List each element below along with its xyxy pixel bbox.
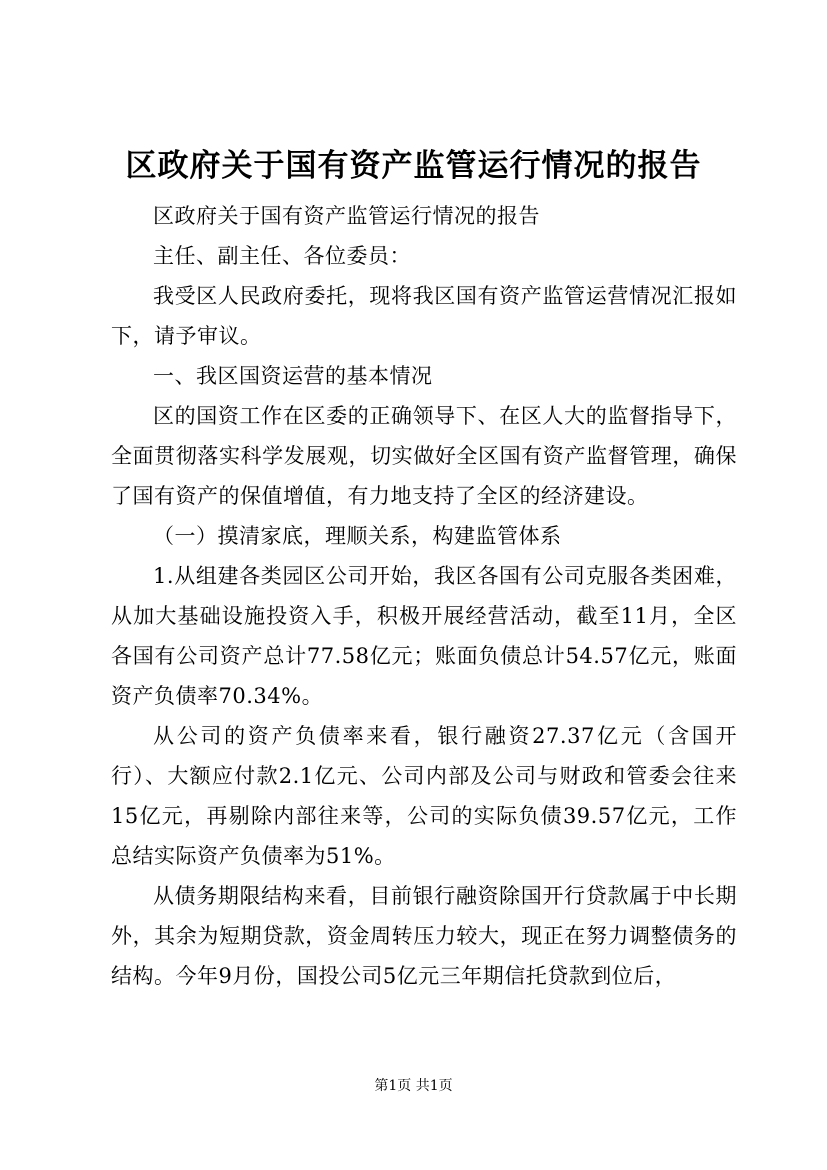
- paragraph-debt-ratio: 从公司的资产负债率来看，银行融资27.37亿元（含国开行）、大额应付款2.1亿元、公司内部及公司与财政和管委会往来15亿元，再剔除内部往来等，公司的实际负债39.57亿元，工作总结实际资产负债率为51%。: [111, 724, 737, 868]
- subsection-heading-1: （一）摸清家底，理顺关系，构建监管体系: [153, 524, 562, 548]
- section-heading-1: 一、我区国资运营的基本情况: [153, 364, 433, 388]
- page-footer: 第1页 共1页: [374, 1078, 453, 1094]
- paragraph-salutation: 主任、副主任、各位委员：: [153, 244, 411, 268]
- document-body: [111, 196, 737, 996]
- document-title: 区政府关于国有资产监管运行情况的报告: [125, 148, 702, 184]
- paragraph-overview: 区的国资工作在区委的正确领导下、在区人大的监督指导下，全面贯彻落实科学发展观，切实做好全区国有资产监督管理，确保了国有资产的保值增值，有力地支持了全区的经济建设。: [111, 404, 737, 508]
- paragraph-subtitle: 区政府关于国有资产监管运行情况的报告: [153, 204, 540, 228]
- paragraph-assets: 1.从组建各类园区公司开始，我区各国有公司克服各类困难，从加大基础设施投资入手，积极开展经营活动，截至11月，全区各国有公司资产总计77.58亿元；账面负债总计54.57亿元，账面资产负债率70.34%。: [111, 564, 737, 708]
- paragraph-debt-term: 从债务期限结构来看，目前银行融资除国开行贷款属于中长期外，其余为短期贷款，资金周转压力较大，现正在努力调整债务的结构。今年9月份，国投公司5亿元三年期信托贷款到位后，: [111, 884, 737, 988]
- paragraph-intro: 我受区人民政府委托，现将我区国有资产监管运营情况汇报如下，请予审议。: [111, 284, 737, 348]
